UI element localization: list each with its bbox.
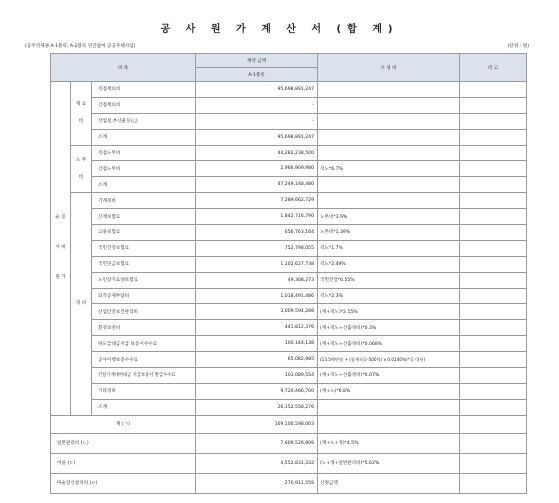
row-remark: [460, 161, 527, 177]
row-amount: 44,282,238,500: [196, 145, 318, 161]
row-basis: [318, 399, 460, 415]
row-name: 산재보험료: [92, 209, 196, 225]
row-remark: [460, 113, 527, 129]
row-amount: -: [196, 97, 318, 113]
row-remark: [460, 193, 527, 209]
row-remark: [460, 453, 527, 473]
row-basis: (재+노)*6.8%: [318, 383, 460, 399]
row-remark: [460, 320, 527, 336]
row-basis: [318, 177, 460, 193]
row-basis: (재+직노+산출경비)*0.07%: [318, 368, 460, 384]
row-amount: 65,082,985: [196, 352, 318, 368]
group-material: 재 료 비: [71, 82, 92, 146]
header-remark: 비 고: [460, 54, 527, 82]
row-basis: 직노*6.7%: [318, 161, 460, 177]
row-remark: [460, 240, 527, 256]
row-amount: 47,249,148,480: [196, 177, 318, 193]
row-basis: [318, 113, 460, 129]
row-name: 건설기계대여대금 지급보증서 발급수수료: [92, 368, 196, 384]
row-basis: [318, 145, 460, 161]
row-amount: 95,698,891,247: [196, 82, 318, 98]
row-amount: 1,102,627,738: [196, 256, 318, 272]
row-amount: 103,089,554: [196, 368, 318, 384]
row-amount: 4,552,831,332: [196, 453, 318, 473]
document-subtitle: (공주역세권 A-1블록, A-2블록 민간참여 공공주택사업): [25, 44, 136, 49]
row-basis: (재+직노+산출경비)*0.068%: [318, 336, 460, 352]
row-name: 노인장기요양보험료: [92, 272, 196, 288]
header-item: 비 목: [51, 54, 196, 82]
row-remark: [460, 433, 527, 453]
row-remark: [460, 383, 527, 399]
row-name: 국민건강보험료: [92, 240, 196, 256]
header-basis: 구 성 비: [318, 54, 460, 82]
row-name: 간접재료비: [92, 97, 196, 113]
row-amount: 7,289,662,729: [196, 193, 318, 209]
row-basis: 산정금액: [318, 473, 460, 493]
row-name: 직접재료비: [92, 82, 196, 98]
row-amount: -: [196, 113, 318, 129]
row-name: 작업설,부산물등(△): [92, 113, 196, 129]
row-remark: [460, 145, 527, 161]
row-amount: 100,144,138: [196, 336, 318, 352]
row-remark: [460, 473, 527, 493]
row-name: 일반관리비 (ㄴ): [51, 433, 196, 453]
row-remark: [460, 129, 527, 145]
row-remark: [460, 304, 527, 320]
row-name: 직접노무비: [92, 145, 196, 161]
row-remark: [460, 82, 527, 98]
row-name: 산업안전보건관리비: [92, 304, 196, 320]
row-amount: 656,763,164: [196, 225, 318, 241]
total-label: 계 (ㄱ): [51, 415, 196, 433]
row-basis: [318, 129, 460, 145]
row-name: 기타경비: [92, 383, 196, 399]
group-expense: 경 비: [71, 193, 92, 415]
row-name: 고용보험료: [92, 225, 196, 241]
row-name: 소계: [92, 177, 196, 193]
row-amount: 2,966,909,980: [196, 161, 318, 177]
row-amount: 3,009,594,288: [196, 304, 318, 320]
row-basis: 국민건강*6.55%: [318, 272, 460, 288]
row-basis: [318, 97, 460, 113]
row-basis: 노무비*3.9%: [318, 209, 460, 225]
row-remark: [460, 368, 527, 384]
row-amount: 1,018,491,486: [196, 288, 318, 304]
row-basis: 직노*2.3%: [318, 288, 460, 304]
row-amount: 95,698,891,247: [196, 129, 318, 145]
total-amount: 169,100,598,003: [196, 415, 318, 433]
row-name: 소계: [92, 129, 196, 145]
row-name: 미술장식설치비 (ㄹ): [51, 473, 196, 493]
row-remark: [460, 225, 527, 241]
row-basis: (13.5백만원 + (합계직공-500억) x 0.0140%)*공기(년): [318, 352, 460, 368]
row-amount: 1,842,716,790: [196, 209, 318, 225]
row-name: 하도급대금지급 보증서수수료: [92, 336, 196, 352]
row-basis: [318, 82, 460, 98]
row-name: 공사이행보증수수료: [92, 352, 196, 368]
row-basis: (재+직노)*2.15%: [318, 304, 460, 320]
header-block: A-1블록: [196, 68, 318, 82]
cost-table: [50, 53, 527, 494]
row-remark: [460, 209, 527, 225]
row-amount: 49,308,273: [196, 272, 318, 288]
row-basis: [318, 193, 460, 209]
row-amount: 26,152,558,276: [196, 399, 318, 415]
row-amount: 9,720,466,700: [196, 383, 318, 399]
row-name: 국민연금보험료: [92, 256, 196, 272]
row-name: 이윤 (ㄷ): [51, 453, 196, 473]
row-basis: (재+직노+산출경비)*0.3%: [318, 320, 460, 336]
row-basis: (노+경+일반관리비)*5.62%: [318, 453, 460, 473]
row-remark: [460, 336, 527, 352]
header-contract-amount: 계약 금액: [196, 54, 318, 68]
unit-label: (단위 : 원): [507, 44, 529, 49]
group-sun-gongsabi: 순 공 사 비 원 가: [51, 82, 71, 416]
row-basis: 직노*2.49%: [318, 256, 460, 272]
row-amount: 752,798,055: [196, 240, 318, 256]
row-remark: [460, 352, 527, 368]
group-labor: 노 무 비: [71, 145, 92, 193]
row-remark: [460, 272, 527, 288]
row-basis: 노무비*1.39%: [318, 225, 460, 241]
row-remark: [460, 288, 527, 304]
row-remark: [460, 399, 527, 415]
row-name: 퇴직공제부담비: [92, 288, 196, 304]
row-name: 환경보전비: [92, 320, 196, 336]
row-amount: 7,609,526,909: [196, 433, 318, 453]
row-name: 기계경비: [92, 193, 196, 209]
row-basis: (재+노+경)*4.5%: [318, 433, 460, 453]
row-remark: [460, 97, 527, 113]
total-remark: [460, 415, 527, 433]
page-title: 공 사 원 가 계 산 서 (합 계): [160, 24, 399, 35]
row-name: 소계: [92, 399, 196, 415]
row-amount: 441,812,376: [196, 320, 318, 336]
total-basis: [318, 415, 460, 433]
row-amount: 270,911,559: [196, 473, 318, 493]
row-remark: [460, 177, 527, 193]
row-name: 간접노무비: [92, 161, 196, 177]
row-remark: [460, 256, 527, 272]
row-basis: 직노*1.7%: [318, 240, 460, 256]
